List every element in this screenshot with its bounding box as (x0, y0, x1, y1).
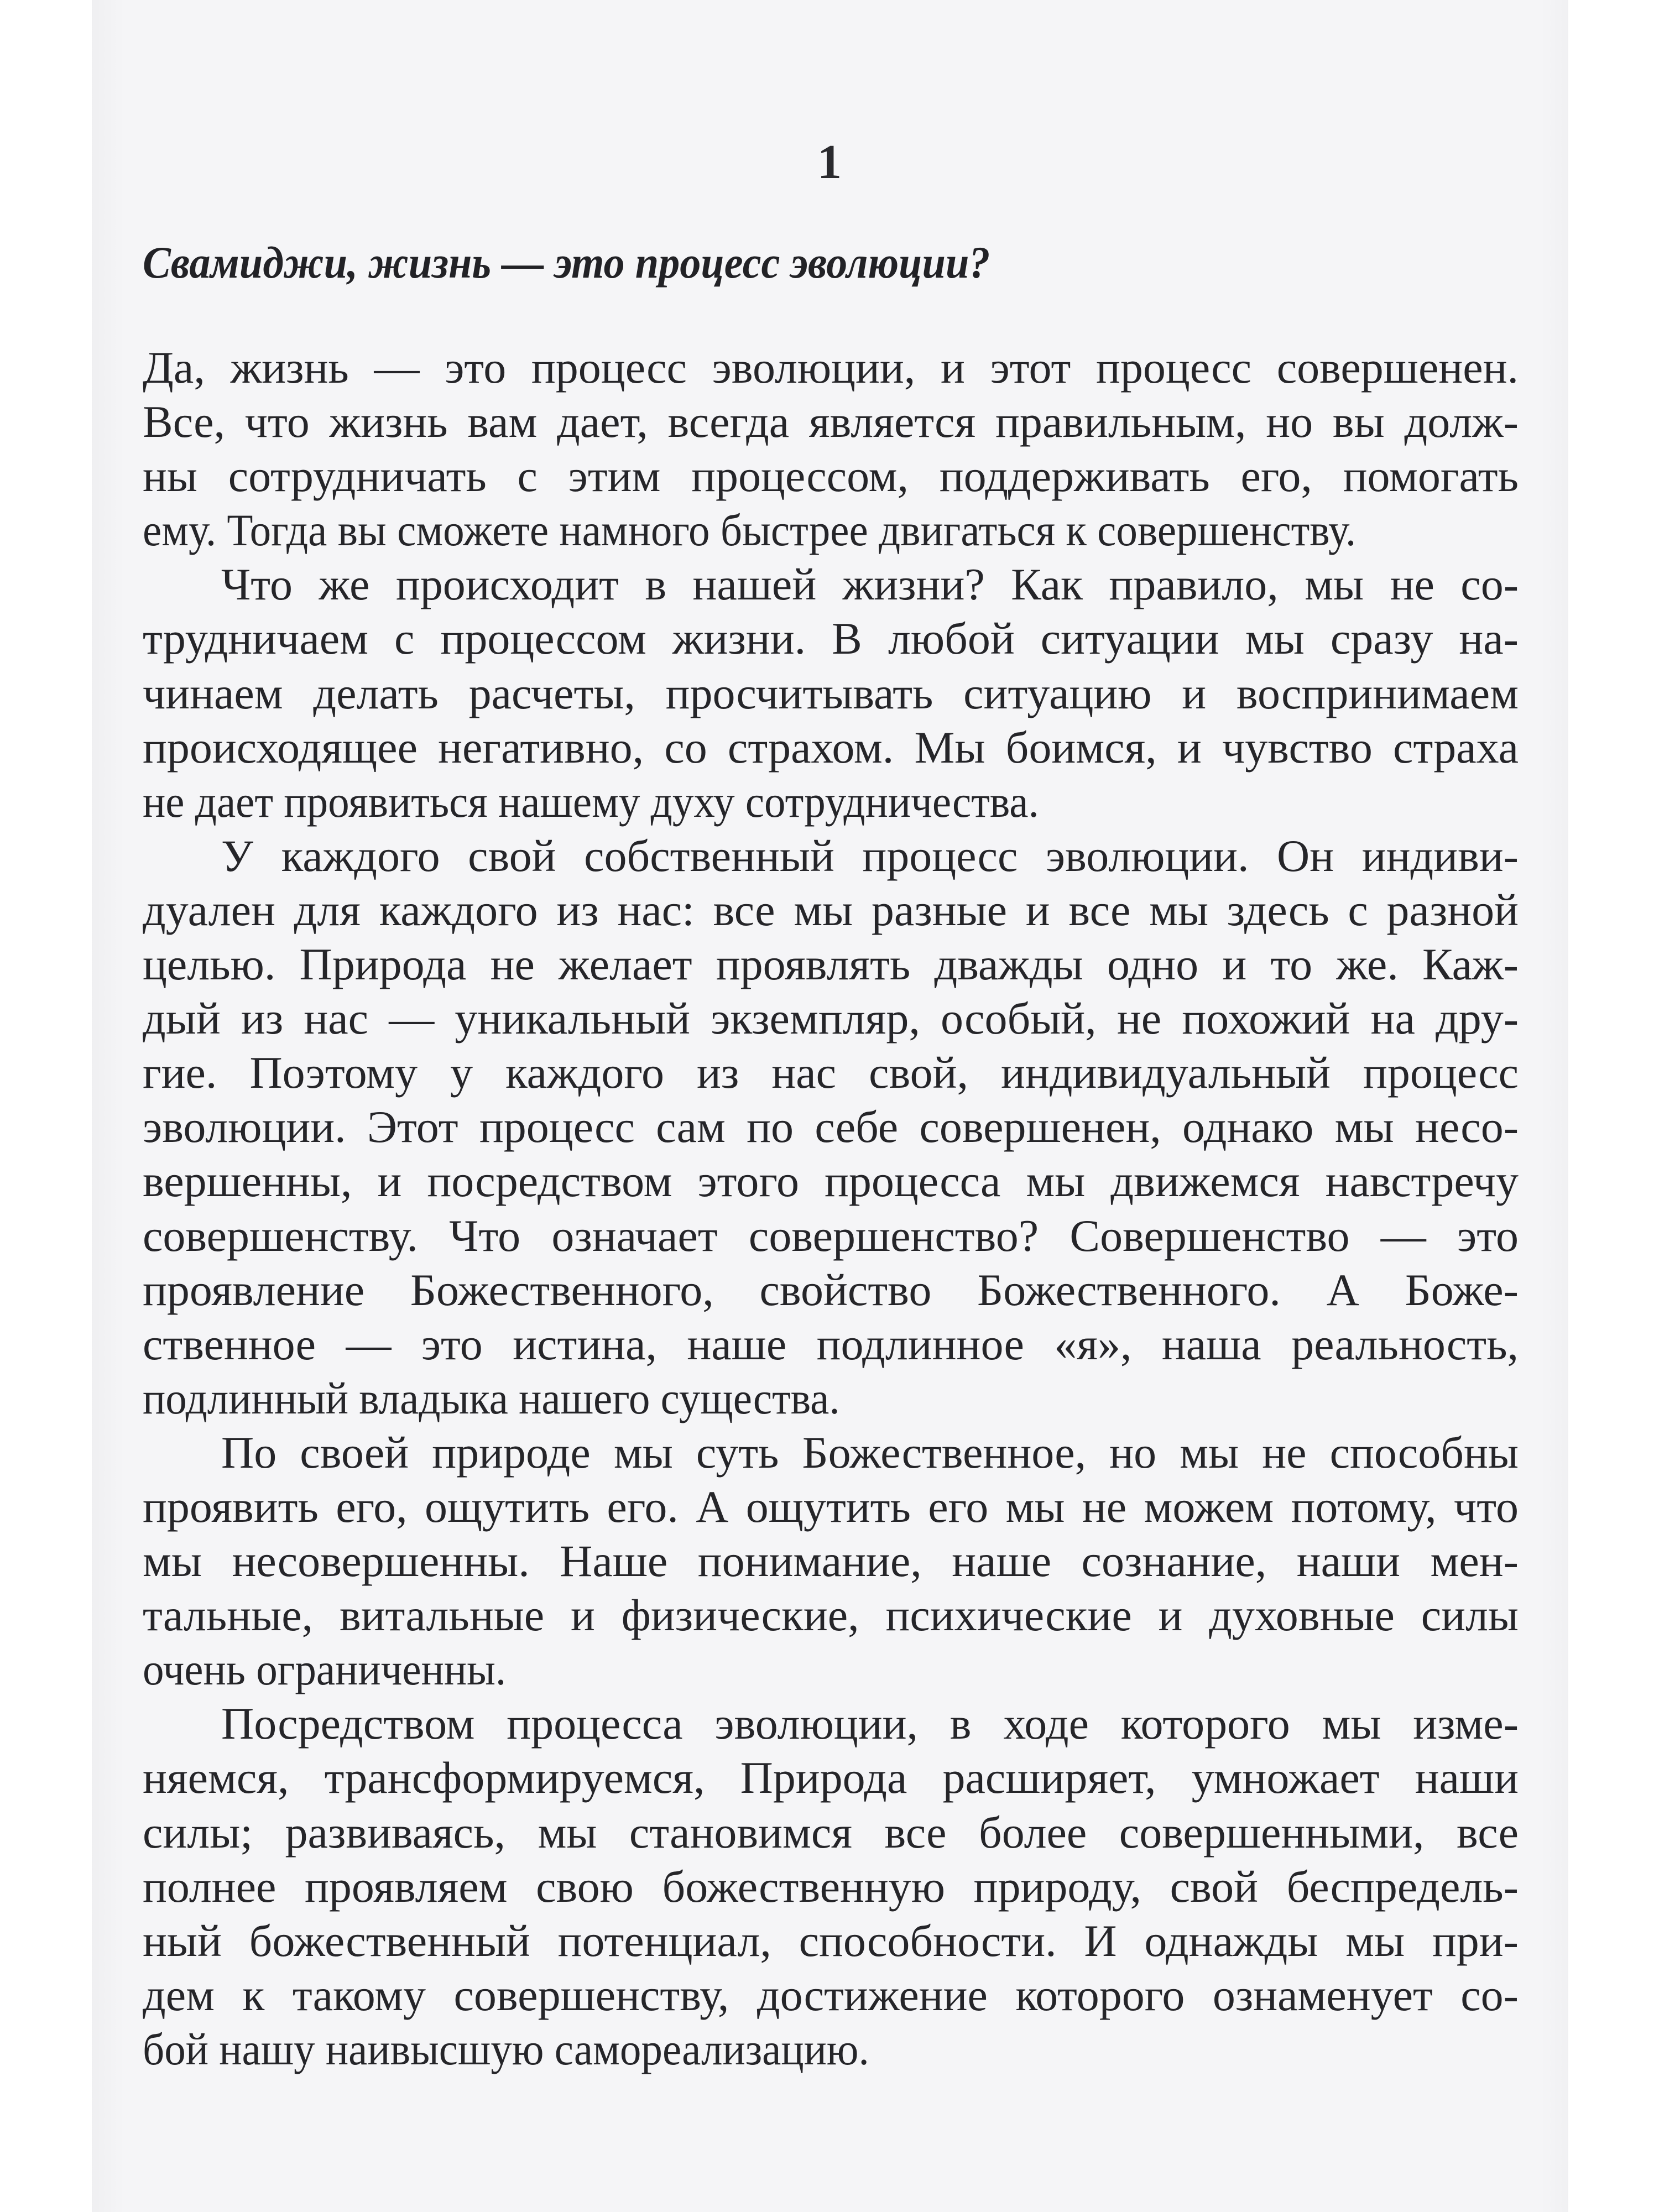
text-line: тальные, витальные и физические, психические и духовные силы (143, 1590, 1519, 1641)
text-line: проявление Божественного, свойство Божественного. А Боже- (143, 1264, 1519, 1315)
text-line: Все, что жизнь вам дает, всегда является правильным, но вы долж- (143, 397, 1519, 447)
paragraph (143, 341, 1519, 557)
paragraph (143, 829, 1519, 1426)
paragraph (143, 557, 1519, 828)
text-line: У каждого свой собственный процесс эволюции. Он индиви- (221, 830, 1519, 881)
text-line: совершенству. Что означает совершенство? Совершенство — это (143, 1210, 1519, 1261)
text-line: Посредством процесса эволюции, в ходе которого мы изме- (221, 1698, 1519, 1749)
text-line: По своей природе мы суть Божественное, но мы не способны (221, 1427, 1519, 1478)
text-line: не дает проявиться нашему духу сотрудничества. (143, 776, 1039, 827)
text-line: ему. Тогда вы сможете намного быстрее двигаться к совершенству. (143, 505, 1357, 556)
text-line: вершенны, и посредством этого процесса мы движемся навстречу (143, 1156, 1519, 1207)
text-line: Что же происходит в нашей жизни? Как правило, мы не со- (221, 559, 1519, 610)
body-text (143, 341, 1519, 2077)
text-line: очень ограниченны. (143, 1644, 507, 1695)
text-line: эволюции. Этот процесс сам по себе совершенен, однако мы несо- (143, 1102, 1519, 1152)
text-line: трудничаем с процессом жизни. В любой ситуации мы сразу на- (143, 613, 1519, 664)
text-line: силы; развиваясь, мы становимся все более совершенными, все (143, 1807, 1519, 1858)
text-line: ственное — это истина, наше подлинное «я», наша реальность, (143, 1318, 1519, 1369)
question-heading: Свамиджи, жизнь — это процесс эволюции? (143, 237, 990, 288)
text-line: дуален для каждого из нас: все мы разные и все мы здесь с разной (143, 884, 1519, 935)
paragraph (143, 1697, 1519, 2077)
text-line: дый из нас — уникальный экземпляр, особый, не похожий на дру- (143, 993, 1519, 1044)
text-line: дем к такому совершенству, достижение которого ознаменует со- (143, 1969, 1519, 2020)
text-line: полнее проявляем свою божественную природу, свой беспредель- (143, 1861, 1519, 1912)
text-line: подлинный владыка нашего существа. (143, 1373, 840, 1423)
text-line: целью. Природа не желает проявлять дважды одно и то же. Каж- (143, 939, 1519, 990)
paragraph (143, 1426, 1519, 1697)
text-line: ны сотрудничать с этим процессом, поддерживать его, помогать (143, 451, 1519, 502)
text-line: Да, жизнь — это процесс эволюции, и этот процесс совершенен. (143, 342, 1519, 393)
text-line: проявить его, ощутить его. А ощутить его мы не можем потому, что (143, 1481, 1519, 1532)
text-line: няемся, трансформируемся, Природа расширяет, умножает наши (143, 1752, 1519, 1803)
chapter-number: 1 (817, 135, 842, 189)
text-line: мы несовершенны. Наше понимание, наше сознание, наши мен- (143, 1536, 1519, 1587)
text-line: бой нашу наивысшую самореализацию. (143, 2023, 869, 2074)
text-line: гие. Поэтому у каждого из нас свой, индивидуальный процесс (143, 1047, 1519, 1098)
text-line: происходящее негативно, со страхом. Мы боимся, и чувство страха (143, 722, 1519, 773)
text-line: чинаем делать расчеты, просчитывать ситуацию и воспринимаем (143, 667, 1519, 718)
text-line: ный божественный потенциал, способности. И однажды мы при- (143, 1915, 1519, 1966)
